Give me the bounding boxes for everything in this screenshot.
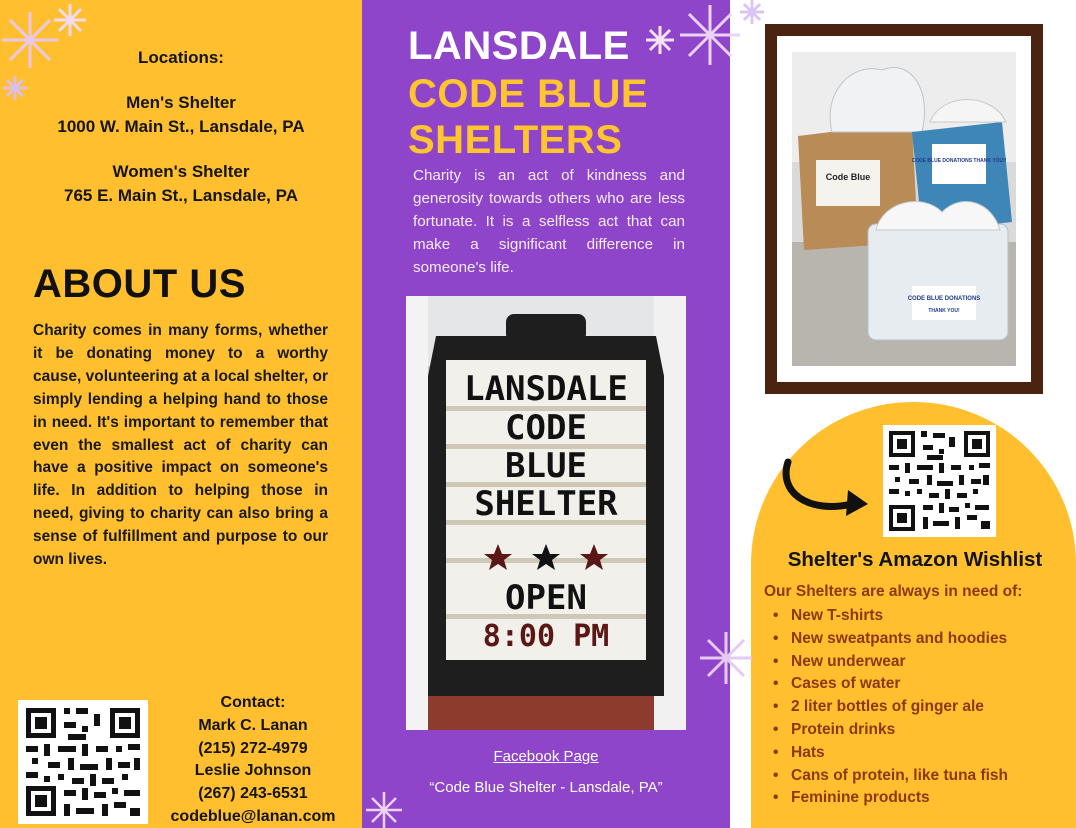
contact-qr-code-icon[interactable]: [18, 700, 148, 824]
sign-time-text: 8:00 PM: [482, 619, 610, 654]
sign-open-text: OPEN: [505, 578, 587, 618]
about-us-body: Charity comes in many forms, whether it be donating money to a worthy cause, volunteering at a local shelter, or simply lending a helping hand to those in need. It's important to remember that even the smallest act of charity can have a positive impact on someone's life. In addition to helping those in need, giving to charity can also bring a sense of fulfillment and purpose to our own lives.: [33, 322, 328, 569]
womens-shelter-name: Women's Shelter: [112, 162, 250, 181]
shelter-sign-photo: [406, 296, 686, 730]
list-item: • 2 liter bottles of ginger ale: [773, 696, 1008, 719]
intro-paragraph: Charity is an act of kindness and generosity towards others who are less fortunate. It is a selfless act that can make a significant difference in someone's life.: [413, 167, 685, 276]
bin-label-text: CODE BLUE DONATIONS: [907, 296, 981, 302]
list-item: • Protein drinks: [773, 719, 1008, 742]
list-item: • Feminine products: [773, 787, 1008, 810]
womens-shelter-address: 765 E. Main St., Lansdale, PA: [64, 186, 298, 205]
snowflake-decoration-icon: [640, 0, 770, 100]
wishlist-qr-code-icon[interactable]: [883, 425, 996, 537]
contact-name-1: Mark C. Lanan: [198, 716, 308, 734]
contact-phone-1[interactable]: (215) 272-4979: [198, 739, 308, 757]
sign-line-4: SHELTER: [474, 484, 618, 524]
about-us-title: ABOUT US: [33, 262, 246, 306]
list-item: • Cans of protein, like tuna fish: [773, 765, 1008, 788]
list-item: • New underwear: [773, 651, 1008, 674]
contact-block: [152, 692, 354, 828]
snowflake-decoration-icon: [686, 618, 766, 698]
title-line-1: LANSDALE: [408, 24, 630, 68]
sign-line-3: BLUE: [505, 446, 587, 486]
contact-name-2: Leslie Johnson: [194, 762, 312, 780]
donation-photo: [792, 52, 1016, 366]
list-item: • New sweatpants and hoodies: [773, 628, 1008, 651]
wishlist-title: Shelter's Amazon Wishlist: [787, 548, 1043, 571]
curved-arrow-icon: [778, 452, 870, 522]
facebook-page-link[interactable]: Facebook Page: [493, 748, 599, 765]
mens-shelter-name: Men's Shelter: [126, 93, 236, 112]
mens-shelter-address: 1000 W. Main St., Lansdale, PA: [57, 117, 305, 136]
locations-heading: Locations:: [138, 48, 224, 67]
contact-phone-2[interactable]: (267) 243-6531: [198, 785, 308, 803]
sign-line-1: LANSDALE: [464, 369, 628, 409]
basket-label-text: CODE BLUE DONATIONS THANK YOU!!: [911, 158, 1007, 164]
title-line-2: CODE BLUE: [408, 72, 649, 116]
contact-email[interactable]: codeblue@lanan.com: [170, 807, 336, 825]
list-item: • Cases of water: [773, 673, 1008, 696]
snowflake-decoration-icon: [360, 788, 420, 828]
box-label-text: Code Blue: [825, 172, 871, 182]
title-line-3: SHELTERS: [408, 118, 623, 162]
bin-thanks-text: THANK YOU!: [928, 308, 960, 314]
sign-line-2: CODE: [505, 408, 587, 448]
list-item: • New T-shirts: [773, 605, 1008, 628]
contact-heading: Contact:: [220, 694, 286, 711]
facebook-page-name: “Code Blue Shelter - Lansdale, PA”: [429, 779, 663, 796]
needs-heading: Our Shelters are always in need of:: [764, 583, 1023, 600]
needs-list: [773, 605, 1008, 810]
list-item: • Hats: [773, 742, 1008, 765]
